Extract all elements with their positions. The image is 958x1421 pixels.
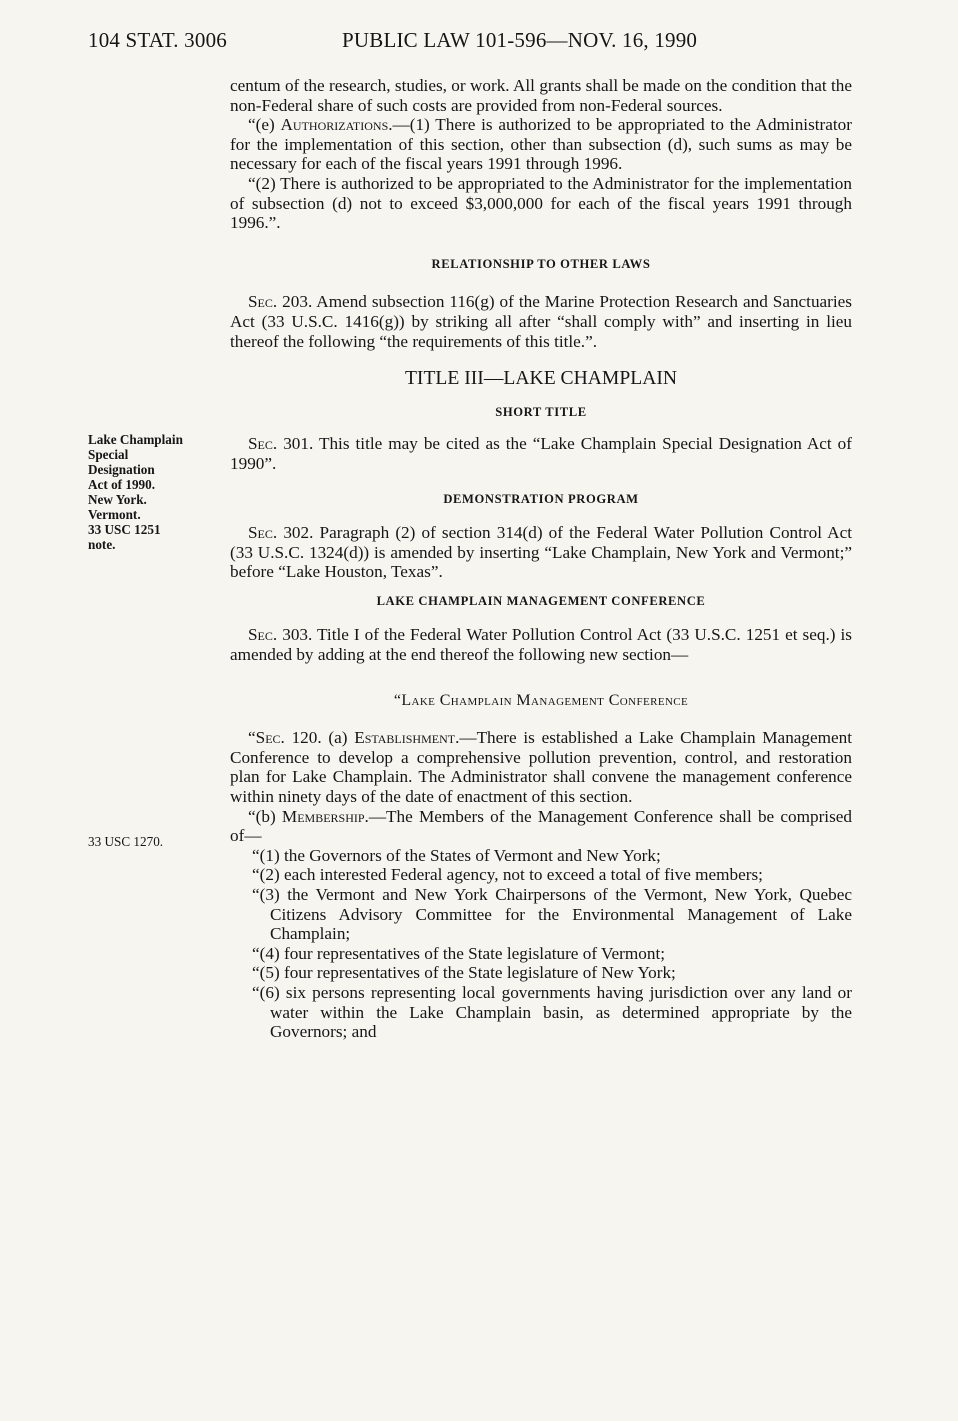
title-iii-heading: TITLE III—LAKE CHAMPLAIN <box>404 368 678 390</box>
text-run: . 301. This title may be cited as the “Lake Champlain Special Designation Act of 1990”. <box>230 434 852 473</box>
margin-note-usc-1270 <box>88 834 218 849</box>
membership-item: “(5) four representatives of the State legislature of New York; <box>252 963 676 983</box>
sec-label: Sec <box>248 434 273 454</box>
quoted-section-heading: “Lake Champlain Management Conference <box>393 691 689 709</box>
text-run: . 303. Title I of the Federal Water Pollution Control Act (33 U.S.C. 1251 et seq.) is amended by adding at the end thereof the following new section— <box>230 625 852 665</box>
text-run: “(e) <box>248 115 281 135</box>
membership-item: “(3) the Vermont and New York Chairpersons of the Vermont, New York, Quebec Citizens Advisory Committee for the Environmental Management of Lake Champlain; <box>252 885 852 944</box>
margin-note-line: Designation <box>88 462 155 477</box>
margin-note-line: note. <box>88 537 116 552</box>
margin-note-line: 33 USC 1251 <box>88 522 161 537</box>
text-run: .—The Members of the Management Conference shall be comprised of— <box>230 806 852 846</box>
heading-management-conference: LAKE CHAMPLAIN MANAGEMENT CONFERENCE <box>376 593 706 608</box>
stat-citation: 104 STAT. 3006 <box>88 28 227 52</box>
text-run: . 203. Amend subsection 116(g) of the Marine Protection Research and Sanctuaries Act (33 U.S.C. 1416(g)) by striking all after “shall comply with” and inserting in lieu thereof the following “the requirements of this title.”. <box>230 292 852 351</box>
sec-label: Sec <box>248 292 273 312</box>
margin-note-line: 33 USC 1270. <box>88 834 164 849</box>
text-run: “(b) <box>248 806 282 826</box>
paragraph-authorizations <box>230 115 852 174</box>
membership-item: “(1) the Governors of the States of Vermont and New York; <box>252 845 661 865</box>
margin-note-line: New York. <box>88 492 147 507</box>
membership-item: “(2) each interested Federal agency, not to exceed a total of five members; <box>252 865 763 885</box>
heading-short-title: SHORT TITLE <box>495 404 587 419</box>
heading-demonstration: DEMONSTRATION PROGRAM <box>443 491 639 506</box>
section-302 <box>230 523 852 582</box>
page-header <box>88 28 848 60</box>
section-label: Authorizations <box>280 115 389 135</box>
margin-note-line: Lake Champlain <box>88 432 183 447</box>
sec-label: Sec <box>248 523 273 543</box>
section-301 <box>230 434 852 473</box>
margin-note-line: Act of 1990. <box>88 477 156 492</box>
membership-item: “(6) six persons representing local governments having jurisdiction over any land or water within the Lake Champlain basin, as determined appropriate by the Governors; and <box>252 982 852 1042</box>
margin-note-line: Special <box>88 447 129 462</box>
section-120-membership <box>230 807 852 846</box>
heading-relationship: RELATIONSHIP TO OTHER LAWS <box>431 256 651 271</box>
text-run: “ <box>248 728 256 748</box>
text-run: . 302. Paragraph (2) of section 314(d) of the Federal Water Pollution Control Act (33 U.S.C. 1324(d)) is amended by inserting “Lake Champlain, New York and Vermont;” before “Lake Houston, Texas”. <box>230 523 852 582</box>
public-law-title: PUBLIC LAW 101-596—NOV. 16, 1990 <box>342 28 698 52</box>
paragraph-authorization-subsection-d: “(2) There is authorized to be appropriated to the Administrator for the implementation of subsection (d) not to exceed $3,000,000 for each of the fiscal years 1991 through 1996.”. <box>230 173 852 233</box>
section-203 <box>230 292 852 351</box>
text-run: .—There is established a Lake Champlain Management Conference to develop a comprehensive pollution prevention, control, and restoration plan for Lake Champlain. The Administrator shall convene the management conference within ninety days of the date of enactment of this section. <box>230 728 852 807</box>
sec-label: Sec <box>248 625 273 645</box>
margin-note-lake-champlain <box>88 432 218 552</box>
margin-note-line: Vermont. <box>88 507 141 522</box>
text-run: . 120. (a) <box>280 728 355 748</box>
section-label: Membership <box>281 806 365 826</box>
document-body <box>230 76 852 1042</box>
section-303 <box>230 625 852 664</box>
text-run: .—(1) There is authorized to be appropriated to the Administrator for the implementation of this section, other than subsection (d), such sums as may be necessary for each of the fiscal years 1991 through 1996. <box>230 115 852 174</box>
membership-item: “(4) four representatives of the State legislature of Vermont; <box>252 943 665 963</box>
section-120-establishment <box>230 728 852 806</box>
section-label: Establishment <box>354 728 456 748</box>
sec-label: Sec <box>255 728 281 748</box>
paragraph-research-grants: centum of the research, studies, or work. All grants shall be made on the condition that the non-Federal share of such costs are provided from non-Federal sources. <box>230 76 852 115</box>
